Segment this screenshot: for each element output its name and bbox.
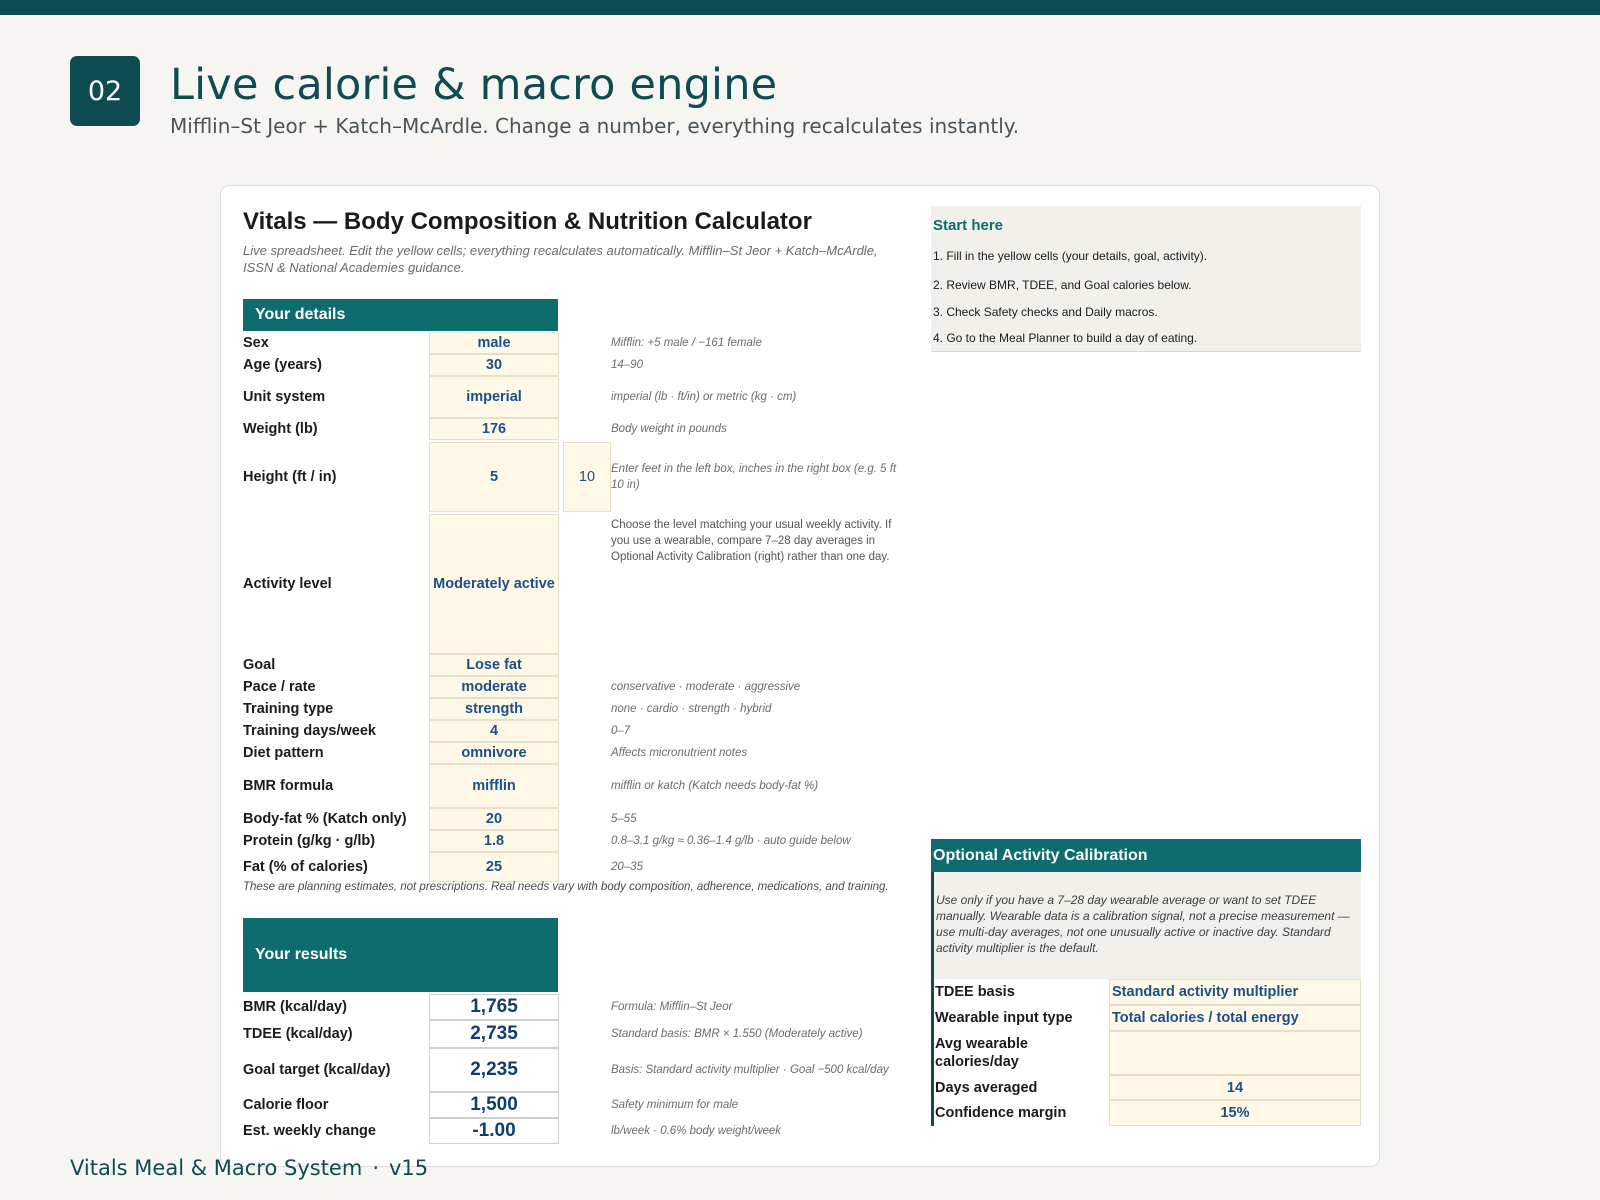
pace-label: Pace / rate [243,679,316,695]
tdee-note: Standard basis: BMR × 1.550 (Moderately active) [611,1028,863,1040]
bmr-formula-label: BMR formula [243,778,334,794]
disclaimer-text: These are planning estimates, not prescriptions. Real needs vary with body composition, adherence, medications, and training. [243,881,889,893]
activity-label: Activity level [243,576,332,592]
calibration-header: Optional Activity Calibration [931,839,1361,872]
diet-note: Affects micronutrient notes [611,747,748,759]
age-note: 14–90 [611,359,643,371]
age-input[interactable]: 30 [429,354,559,376]
calorie-floor-value: 1,500 [429,1092,559,1118]
height-feet-input[interactable]: 5 [429,442,559,512]
sex-label: Sex [243,335,269,351]
weight-label: Weight (lb) [243,421,318,437]
bmr-value: 1,765 [429,994,559,1020]
fat-label: Fat (% of calories) [243,859,368,875]
top-accent-bar [0,0,1600,15]
training-days-input[interactable]: 4 [429,720,559,742]
footer [70,1156,428,1180]
start-here-header: Start here [933,217,1004,234]
fat-input[interactable]: 25 [429,852,559,882]
bmr-label: BMR (kcal/day) [243,999,347,1015]
height-label: Height (ft / in) [243,469,337,485]
slide-subtitle: Mifflin–St Jeor + Katch–McArdle. Change a number, everything recalculates instantly. [170,114,1020,138]
bmr-formula-select[interactable]: mifflin [429,764,559,808]
body-fat-input[interactable]: 20 [429,808,559,830]
protein-input[interactable]: 1.8 [429,830,559,852]
training-type-select[interactable]: strength [429,698,559,720]
wearable-type-label: Wearable input type [935,1010,1073,1026]
confidence-margin-input[interactable]: 15% [1109,1100,1361,1126]
protein-note: 0.8–3.1 g/kg ≈ 0.36–1.4 g/lb · auto guide below [611,835,851,847]
tdee-basis-select[interactable]: Standard activity multiplier [1109,979,1361,1005]
training-type-label: Training type [243,701,334,717]
tdee-basis-label: TDEE basis [935,984,1015,1000]
start-step-3: 3. Check Safety checks and Daily macros. [933,305,1158,319]
unit-system-input[interactable]: imperial [429,376,559,418]
footer-brand: Vitals Meal & Macro System [70,1156,363,1180]
weight-input[interactable]: 176 [429,418,559,440]
details-header: Your details [243,299,558,331]
tdee-value: 2,735 [429,1020,559,1048]
body-fat-label: Body-fat % (Katch only) [243,811,407,827]
avg-wearable-label: Avg wearable calories/day [935,1036,1028,1070]
calorie-floor-label: Calorie floor [243,1097,329,1113]
bmr-formula-note: mifflin or katch (Katch needs body-fat %) [611,780,819,792]
sheet-title: Vitals — Body Composition & Nutrition Calculator [243,208,812,235]
footer-version: v15 [389,1156,429,1180]
weekly-change-label: Est. weekly change [243,1123,376,1139]
avg-wearable-input[interactable] [1109,1031,1361,1075]
training-days-note: 0–7 [611,725,631,737]
sex-note: Mifflin: +5 male / −161 female [611,337,762,349]
activity-level-select[interactable]: Moderately active [429,514,559,654]
pace-select[interactable]: moderate [429,676,559,698]
results-header: Your results [243,918,558,992]
diet-select[interactable]: omnivore [429,742,559,764]
goal-target-label: Goal target (kcal/day) [243,1062,391,1078]
start-step-4: 4. Go to the Meal Planner to build a day of eating. [933,331,1198,345]
goal-target-value: 2,235 [429,1048,559,1092]
tdee-label: TDEE (kcal/day) [243,1026,353,1042]
footer-separator: · [372,1156,379,1180]
training-days-label: Training days/week [243,723,376,739]
activity-note: Choose the level matching your usual weekly activity. If you use a wearable, compare 7–28 day averages in Optional Activity Calibration (right) rather than one day. [611,519,892,563]
calorie-floor-note: Safety minimum for male [611,1099,739,1111]
goal-label: Goal [243,657,276,673]
height-note: Enter feet in the left box, inches in the right box (e.g. 5 ft 10 in) [611,463,897,491]
fat-note: 20–35 [611,861,643,873]
weight-note: Body weight in pounds [611,423,727,435]
training-type-note: none · cardio · strength · hybrid [611,703,772,715]
age-label: Age (years) [243,357,322,373]
unit-system-label: Unit system [243,389,326,405]
goal-select[interactable]: Lose fat [429,654,559,676]
slide-number-badge: 02 [70,56,140,126]
start-step-1: 1. Fill in the yellow cells (your details, goal, activity). [933,249,1208,263]
start-step-2: 2. Review BMR, TDEE, and Goal calories below. [933,278,1192,292]
confidence-margin-label: Confidence margin [935,1105,1067,1121]
weekly-change-note: lb/week · 0.6% body weight/week [611,1125,782,1137]
body-fat-note: 5–55 [611,813,637,825]
goal-target-note: Basis: Standard activity multiplier · Goal −500 kcal/day [611,1064,889,1076]
weekly-change-value: -1.00 [429,1118,559,1144]
days-averaged-input[interactable]: 14 [1109,1075,1361,1100]
slide-title: Live calorie & macro engine [170,60,778,110]
calibration-side-rule [931,979,934,1126]
diet-label: Diet pattern [243,745,324,761]
unit-system-note: imperial (lb · ft/in) or metric (kg · cm) [611,391,797,403]
wearable-type-select[interactable]: Total calories / total energy [1109,1005,1361,1031]
sheet-description: Live spreadsheet. Edit the yellow cells; everything recalculates automatically. Mifflin–St Jeor + Katch–McArdle, ISSN & National Academies guidance. [243,243,878,275]
start-here-panel [931,206,1361,352]
calibration-description: Use only if you have a 7–28 day wearable average or want to set TDEE manually. Wearable data is a calibration signal, not a precise measurement — use multi-day averages, not one unusually active or inactive day. Standard activity multiplier is the default. [931,872,1361,979]
spreadsheet-card [220,185,1380,1167]
height-inches-input[interactable]: 10 [563,442,611,512]
bmr-note: Formula: Mifflin–St Jeor [611,1001,733,1013]
protein-label: Protein (g/kg · g/lb) [243,833,376,849]
days-averaged-label: Days averaged [935,1079,1038,1096]
sex-input[interactable]: male [429,332,559,354]
pace-note: conservative · moderate · aggressive [611,681,801,693]
